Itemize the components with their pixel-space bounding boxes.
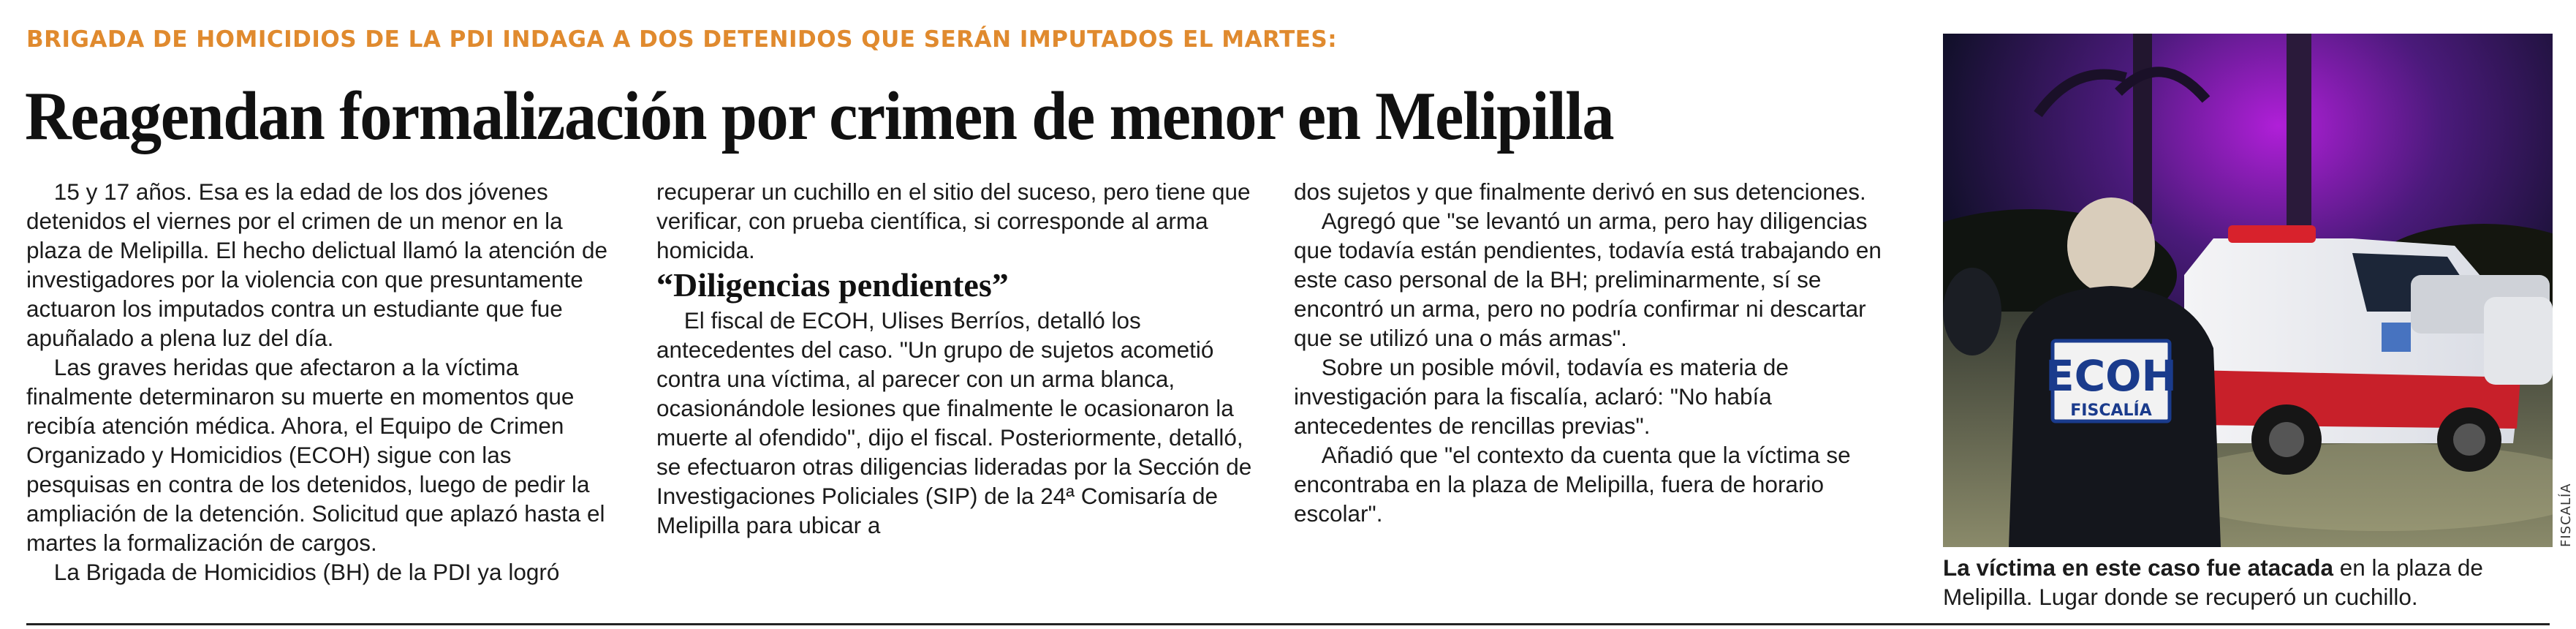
paragraph-continuation: dos sujetos y que finalmente derivó en sus detenciones.	[1294, 178, 1866, 205]
paragraph: Sobre un posible móvil, todavía es materia de investigación para la fiscalía, aclaró: "No había antecedentes de rencillas previas".	[1294, 354, 1789, 439]
paragraph-continuation: recuperar un cuchillo en el sitio del suceso, pero tiene que verificar, con prueba científica, si corresponde al arma homicida.	[656, 178, 1251, 263]
article-kicker: BRIGADA DE HOMICIDIOS DE LA PDI INDAGA A DOS DETENIDOS QUE SERÁN IMPUTADOS EL MARTES:	[26, 26, 1338, 53]
article-headline: Reagendan formalización por crimen de menor en Melipilla	[25, 78, 1614, 154]
news-photo	[1943, 34, 2553, 547]
article-column-1	[26, 177, 618, 616]
paragraph: Las graves heridas que afectaron a la víctima finalmente determinaron su muerte en momentos que recibía atención médica. Ahora, el Equipo de Crimen Organizado y Homicidios (ECOH) sigue con las pesquisas en contra de los detenidos, luego de pedir la ampliación de la detención. Solicitud que aplazó hasta el martes la formalización de cargos.	[26, 354, 605, 556]
article-subheading: “Diligencias pendientes”	[656, 266, 1009, 304]
paragraph: Añadió que "el contexto da cuenta que la víctima se encontraba en la plaza de Melipilla, fuera de horario escolar".	[1294, 442, 1851, 527]
photo-credit: FISCALÍA	[2558, 483, 2574, 547]
vest-label: ECOH	[2045, 351, 2178, 401]
night-scene-illustration	[1943, 34, 2553, 547]
palm-trunk	[2287, 34, 2311, 253]
article-column-3	[1294, 177, 1901, 616]
paragraph: La Brigada de Homicidios (BH) de la PDI ya logró	[53, 559, 560, 585]
paragraph: 15 y 17 años. Esa es la edad de los dos jóvenes detenidos el viernes por el crimen de un menor en la plaza de Melipilla. El hecho delictual llamó la atención de investigadores por la violencia con que presuntamente actuaron los imputados contra un estudiante que fue apuñalado a plena luz del día.	[26, 178, 607, 351]
vest-sublabel: FISCALÍA	[2070, 402, 2152, 420]
caption-text: en la plaza de Melipilla. Lugar donde se recuperó un cuchillo.	[1943, 554, 2483, 610]
article-column-2	[656, 177, 1256, 616]
bottom-rule	[26, 623, 2550, 625]
paragraph: El fiscal de ECOH, Ulises Berríos, detalló los antecedentes del caso. "Un grupo de sujetos acometió contra una víctima, al parecer con un arma blanca, ocasionándole lesiones que finalmente le ocasionaron la muerte al ofendido", dijo el fiscal. Posteriormente, detalló, se efectuaron otras diligencias lideradas por la Sección de Investigaciones Policiales (SIP) de la 24ª Comisaría de Melipilla para ubicar a	[656, 307, 1252, 538]
paragraph: Agregó que "se levantó un arma, pero hay diligencias que todavía están pendientes, todavía está trabajando en este caso personal de la BH; preliminarmente, sí se encontró un arma, pero no podría confirmar ni descartar que se utilizó una o más armas".	[1294, 208, 1882, 351]
photo-caption	[1943, 553, 2557, 611]
caption-bold: La víctima en este caso fue atacada	[1943, 554, 2334, 581]
